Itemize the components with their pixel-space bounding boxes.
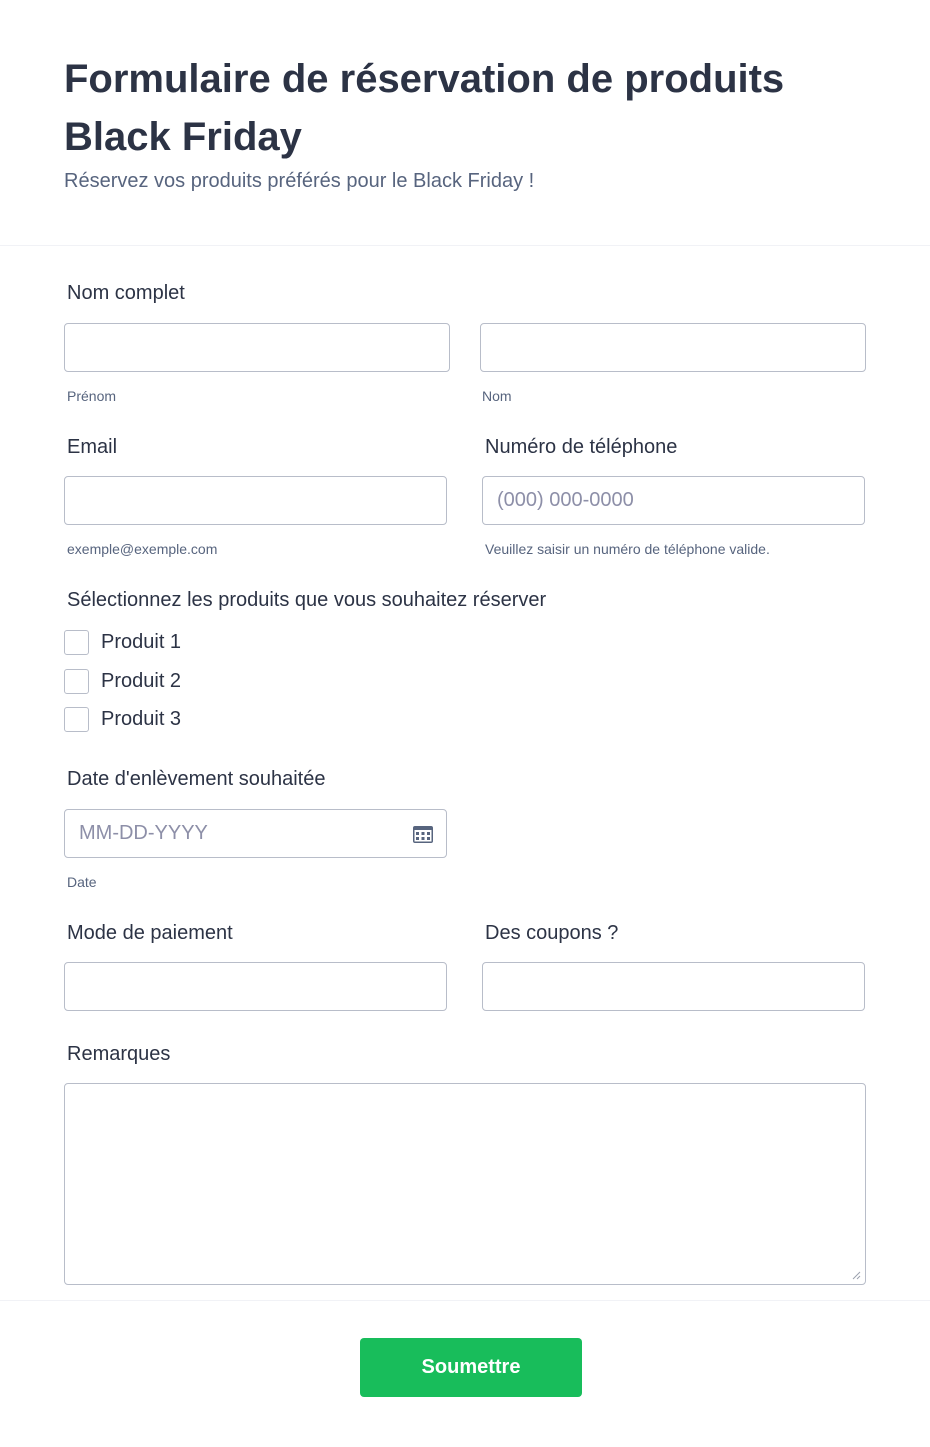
product-3-checkbox[interactable] [64, 707, 89, 732]
email-sublabel: exemple@exemple.com [67, 541, 218, 557]
product-option-2[interactable] [64, 668, 181, 694]
pickup-date-sublabel: Date [67, 874, 97, 890]
pickup-date-input[interactable] [64, 809, 447, 858]
product-3-label[interactable]: Produit 3 [101, 707, 182, 730]
products-label: Sélectionnez les produits que vous souhaitez réserver [67, 589, 547, 611]
pickup-date-label: Date d'enlèvement souhaitée [67, 768, 326, 790]
form-header [0, 0, 930, 246]
phone-label: Numéro de téléphone [485, 436, 678, 458]
form-title: Formulaire de réservation de produits Black Friday [64, 57, 785, 159]
payment-label: Mode de paiement [67, 922, 233, 944]
email-input[interactable] [64, 476, 447, 525]
payment-input[interactable] [64, 962, 447, 1011]
remarks-textarea[interactable] [64, 1083, 866, 1285]
first-name-input[interactable] [64, 323, 450, 372]
calendar-icon[interactable] [413, 825, 433, 843]
product-option-3[interactable] [64, 706, 181, 732]
product-2-checkbox[interactable] [64, 669, 89, 694]
product-1-checkbox[interactable] [64, 630, 89, 655]
coupons-label: Des coupons ? [485, 922, 619, 944]
product-option-1[interactable] [64, 629, 181, 655]
email-label: Email [67, 436, 118, 458]
phone-sublabel: Veuillez saisir un numéro de téléphone valide. [485, 541, 770, 557]
last-name-sublabel: Nom [482, 388, 512, 404]
first-name-sublabel: Prénom [67, 388, 117, 404]
full-name-label: Nom complet [67, 282, 185, 304]
product-2-label[interactable]: Produit 2 [101, 669, 182, 692]
resize-handle-icon[interactable] [851, 1270, 861, 1280]
submit-button[interactable]: Soumettre [360, 1338, 582, 1397]
date-placeholder: MM-DD-YYYY [79, 822, 208, 844]
coupons-input[interactable] [482, 962, 865, 1011]
remarks-label: Remarques [67, 1043, 171, 1065]
last-name-input[interactable] [480, 323, 866, 372]
product-1-label[interactable]: Produit 1 [101, 630, 182, 653]
phone-input[interactable] [482, 476, 865, 525]
phone-placeholder: (000) 000-0000 [497, 489, 634, 511]
form-subtitle: Réservez vos produits préférés pour le Black Friday ! [64, 170, 535, 192]
